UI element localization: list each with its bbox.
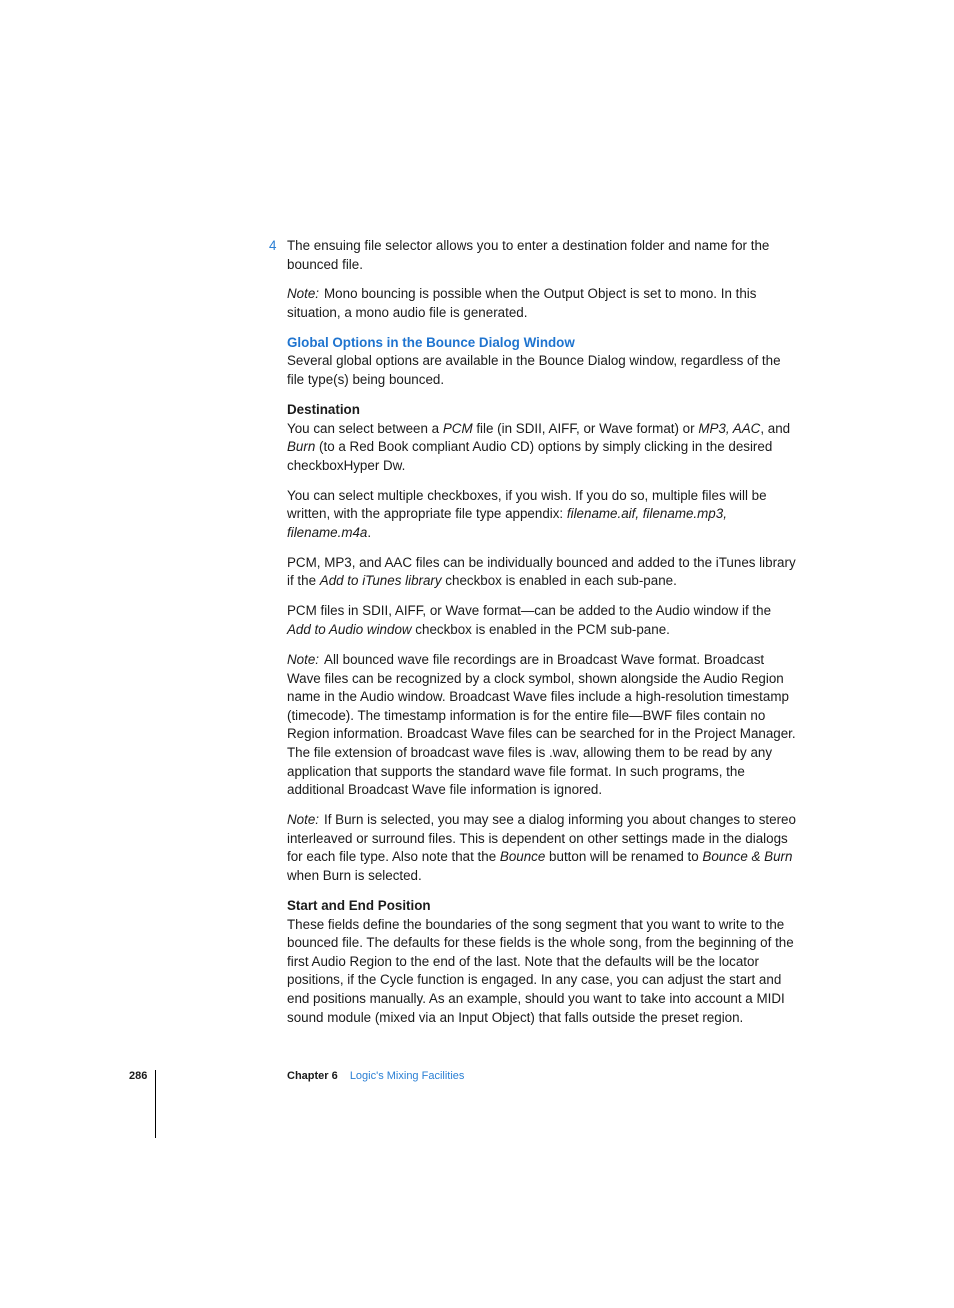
page-content (269, 237, 797, 1038)
burn-term: Burn (287, 439, 316, 455)
text-run: button will be renamed to (545, 849, 703, 865)
text-run: If Burn is selected, you may see a dialog informing you about changes to stereo interleaved or surround files. This is dependent on other settings made in the dialogs for each file type. Also note that the (287, 812, 796, 865)
audio-window-option-term: Add to Audio window (287, 622, 412, 638)
note-mono (287, 285, 797, 322)
section-text: Several global options are available in the Bounce Dialog window, regardless of the file type(s) being bounced. (287, 353, 781, 387)
destination-paragraph-4 (287, 602, 797, 639)
mp3-aac-term: MP3, AAC (698, 420, 761, 436)
filenames-term: filename.aif, filename.mp3, filename.m4a (287, 506, 727, 540)
note-broadcast-wave (287, 651, 797, 800)
text-run: PCM files in SDII, AIFF, or Wave format—can be added to the Audio window if the (287, 603, 772, 619)
bounce-term: Bounce (499, 849, 546, 865)
subsection-heading: Start and End Position (287, 897, 431, 913)
text-run: checkbox is enabled in the PCM sub-pane. (411, 622, 670, 638)
text-run: checkbox is enabled in each sub-pane. (441, 573, 677, 589)
step-4 (269, 237, 797, 274)
page-number: 286 (129, 1070, 148, 1082)
bounce-burn-term: Bounce & Burn (702, 849, 793, 865)
section-text: These fields define the boundaries of the song segment that you want to write to the bounced file. The defaults for these fields is the whole song, from the beginning of the first Audio Region to the end of the last. Note that the defaults will be the locator positions, if the Cycle function is engaged. In any case, you can adjust the start and end positions manually. As an example, should you want to take into account a MIDI sound module (mixed via an Input Object) that falls outside the preset region. (287, 916, 794, 1025)
note-label: Note: (287, 286, 320, 302)
destination-paragraph-1 (287, 420, 797, 476)
section-heading: Global Options in the Bounce Dialog Window (287, 334, 575, 350)
text-run: when Burn is selected. (287, 867, 422, 883)
text-run: You can select multiple checkboxes, if you wish. If you do so, multiple files will be written, with the appropriate file type appendix: (287, 487, 767, 522)
step-number: 4 (269, 238, 277, 253)
footer-chapter (287, 1070, 464, 1082)
text-run: , and (760, 420, 791, 436)
text-run: file (in SDII, AIFF, or Wave format) or (472, 420, 699, 436)
text-run: (to a Red Book compliant Audio CD) options by simply clicking in the desired checkboxHyper Dw. (287, 439, 773, 473)
text-run: . (367, 524, 372, 540)
step-text: The ensuing file selector allows you to enter a destination folder and name for the bounced file. (287, 238, 770, 272)
section-start-end-position (287, 897, 797, 1027)
pcm-term: PCM (442, 420, 473, 436)
destination-paragraph-3 (287, 554, 797, 591)
note-text: Mono bouncing is possible when the Output Object is set to mono. In this situation, a mono audio file is generated. (287, 286, 757, 320)
itunes-option-term: Add to iTunes library (319, 573, 442, 589)
note-label: Note: (287, 652, 320, 668)
note-label: Note: (287, 812, 320, 828)
chapter-label: Chapter 6 (287, 1070, 338, 1082)
text-run: PCM, MP3, and AAC files can be individually bounced and added to the iTunes library if the (287, 554, 796, 589)
footer-divider (155, 1070, 156, 1138)
destination-paragraph-2 (287, 487, 797, 543)
section-global-options (287, 334, 797, 390)
note-text: All bounced wave file recordings are in Broadcast Wave format. Broadcast Wave files can be recognized by a clock symbol, shown alongside the Audio Region name in the Audio window. Broadcast Wave files include a high-resolution timestamp (timecode). The timestamp information is for the entire file—BWF files contain no Region information. Broadcast Wave files can be searched for in the Project Manager. The file extension of broadcast wave files is .wav, allowing them to be read by any application that supports the standard wave file format. In such programs, the additional Broadcast Wave file information is ignored. (287, 652, 796, 798)
chapter-title-link[interactable]: Logic's Mixing Facilities (349, 1070, 465, 1082)
section-destination (287, 401, 797, 475)
text-run: You can select between a (287, 420, 443, 436)
subsection-heading: Destination (287, 401, 360, 417)
note-burn (287, 811, 797, 885)
